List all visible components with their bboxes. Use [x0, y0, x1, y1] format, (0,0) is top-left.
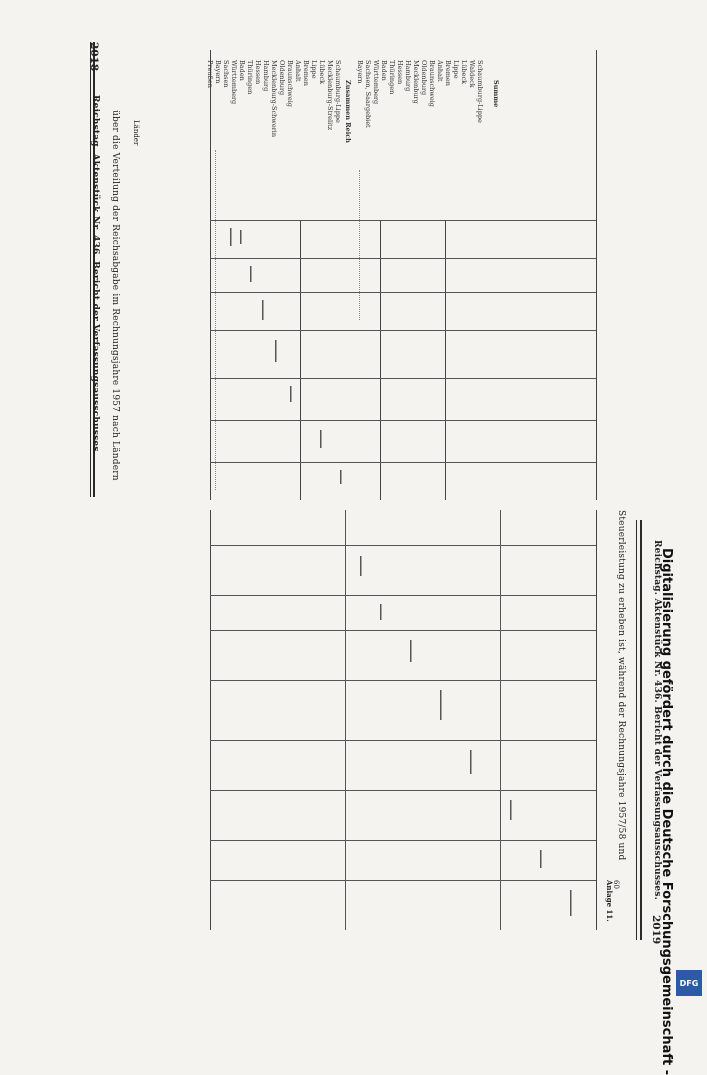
table-title-left: über die Verteilung der Reichsabgabe im Rechnungsjahre 1957 nach Ländern [110, 110, 120, 481]
total-label: Summe [492, 80, 500, 108]
row-label: Zusammen Reich [344, 80, 352, 143]
row-label: Oldenburg [278, 60, 286, 96]
row-label: Lübeck [460, 60, 468, 85]
row-label: Baden [380, 60, 388, 81]
row-label: Waldeck [468, 60, 476, 88]
row-label: Bremen [444, 60, 452, 86]
row-label: Hamburg [262, 60, 270, 92]
table-title-right: Steuerleistung zu erheben ist, während der Rechnungsjahre 1957/58 und [616, 510, 626, 861]
funding-banner: Digitalisierung gefördert durch die Deutsche Forschungsgemeinschaft - [659, 548, 674, 1075]
row-label: Bayern [214, 60, 222, 84]
row-label: Mecklenburg-Schwerin [270, 60, 278, 138]
running-head-left: Reichstag. Aktenstück Nr. 436. Bericht der Verfassungsausschusses. [90, 95, 100, 455]
folio-number: 60 [612, 880, 620, 889]
row-label: Hamburg [404, 60, 412, 92]
row-label: Schaumburg-Lippe [334, 60, 342, 123]
row-label: Oldenburg [420, 60, 428, 96]
row-label: Bremen [302, 60, 310, 86]
row-label: Hessen [254, 60, 262, 85]
row-label: Mecklenburg-Strelitz [326, 60, 334, 131]
row-label: Hessen [396, 60, 404, 85]
row-label: Anhalt [294, 60, 302, 82]
page-number-right: 2019 [650, 915, 662, 945]
row-label: Braunschweig [286, 60, 294, 107]
row-label: Thüringen [388, 60, 396, 95]
row-label: Baden [238, 60, 246, 81]
row-label: Lübeck [318, 60, 326, 85]
row-label: Thüringen [246, 60, 254, 95]
appendix-label: Anlage 11. [605, 880, 614, 922]
row-label: Preußen [206, 60, 214, 88]
dfg-logo: DFG [676, 970, 702, 996]
row-label: Lippe [452, 60, 460, 79]
row-label: Anhalt [436, 60, 444, 82]
row-label: Schaumburg-Lippe [476, 60, 484, 123]
page-number-left: 2018 [88, 42, 100, 72]
running-head-right: Reichstag. Aktenstück Nr. 436. Bericht der Verfassungsausschusses. [652, 540, 662, 900]
row-label: Württemberg [372, 60, 380, 105]
row-label: Sachsen, Saargebiet [364, 60, 372, 128]
row-label: Württemberg [230, 60, 238, 105]
row-label: Braunschweig [428, 60, 436, 107]
row-label: Lippe [310, 60, 318, 79]
row-label: Mecklenburg [412, 60, 420, 104]
row-label: Sachsen [222, 60, 230, 88]
group-head-left: Länder [132, 120, 140, 146]
row-label: Bayern [356, 60, 364, 84]
